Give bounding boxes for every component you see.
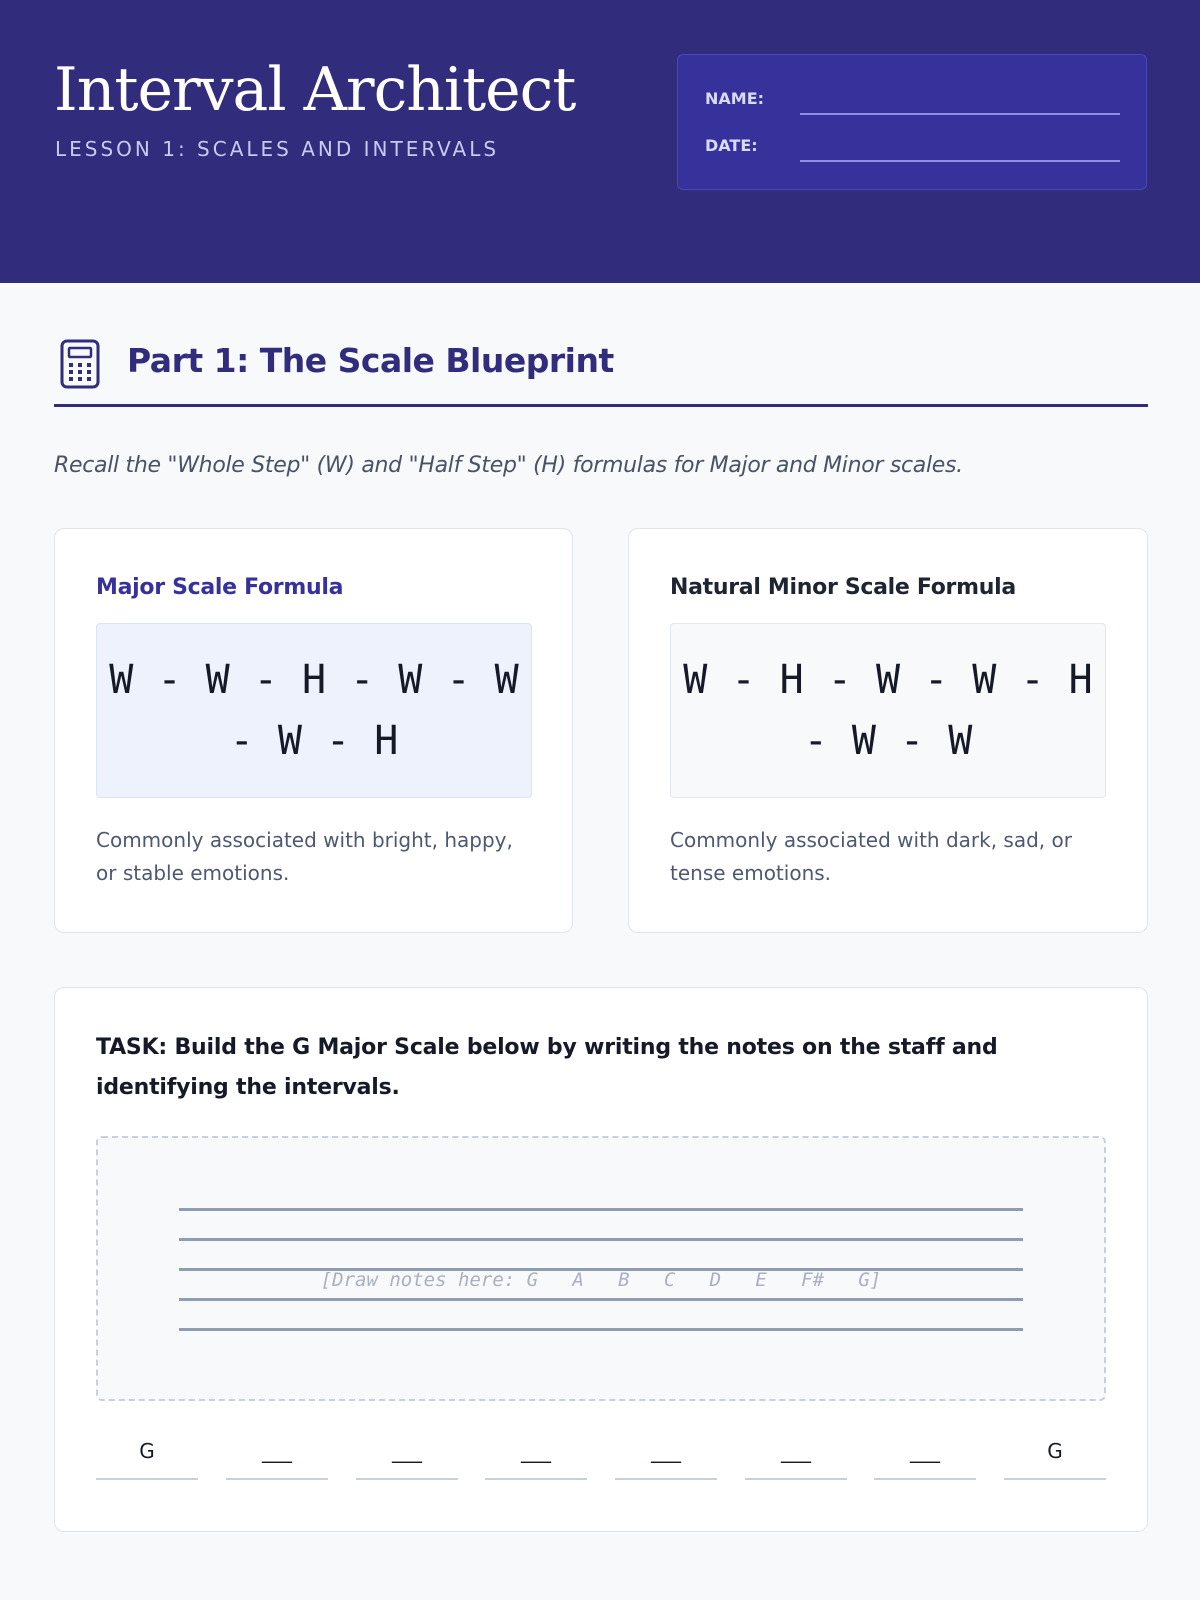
note-slot[interactable]: ___ [485, 1436, 587, 1480]
staff-drawing-area[interactable] [96, 1136, 1106, 1401]
minor-formula-box [670, 623, 1106, 798]
section-title: Part 1: The Scale Blueprint [127, 341, 614, 380]
staff-hint: [Draw notes here: G A B C D E F# G] [320, 1269, 882, 1291]
note-slots [96, 1436, 1106, 1480]
name-date-box [677, 54, 1147, 190]
staff-line [179, 1208, 1023, 1211]
note-slot[interactable]: ___ [356, 1436, 458, 1480]
note-slot[interactable]: ___ [745, 1436, 847, 1480]
note-slot[interactable]: ___ [874, 1436, 976, 1480]
note-slot[interactable]: G [1004, 1436, 1106, 1480]
note-slot[interactable]: ___ [226, 1436, 328, 1480]
section-header [54, 336, 1148, 407]
note-slot[interactable]: ___ [615, 1436, 717, 1480]
task-card [54, 987, 1148, 1532]
major-card-title: Major Scale Formula [96, 575, 344, 600]
task-instructions: TASK: Build the G Major Scale below by writing the notes on the staff and identifying the intervals. [96, 1035, 998, 1100]
staff-line [179, 1238, 1023, 1241]
major-scale-card [54, 528, 573, 933]
lesson-subtitle: LESSON 1: SCALES AND INTERVALS [55, 137, 500, 161]
minor-card-title: Natural Minor Scale Formula [670, 575, 1016, 600]
calculator-icon [60, 339, 100, 389]
major-formula-box [96, 623, 532, 798]
minor-scale-card [628, 528, 1148, 933]
major-formula: W - W - H - W - W - W - H [109, 656, 519, 764]
major-description: Commonly associated with bright, happy, or stable emotions. [96, 828, 513, 885]
staff-line [179, 1298, 1023, 1301]
date-label: DATE: [705, 136, 758, 155]
worksheet-title: Interval Architect [54, 55, 576, 125]
minor-formula: W - H - W - W - H - W - W [683, 656, 1093, 764]
date-field[interactable] [800, 160, 1120, 162]
minor-description: Commonly associated with dark, sad, or tense emotions. [670, 828, 1072, 885]
note-slot[interactable]: G [96, 1436, 198, 1480]
worksheet-header [0, 0, 1200, 283]
name-label: NAME: [705, 89, 765, 108]
staff-line [179, 1328, 1023, 1331]
section-intro: Recall the "Whole Step" (W) and "Half Step" (H) formulas for Major and Minor scales. [54, 453, 963, 478]
name-field[interactable] [800, 113, 1120, 115]
